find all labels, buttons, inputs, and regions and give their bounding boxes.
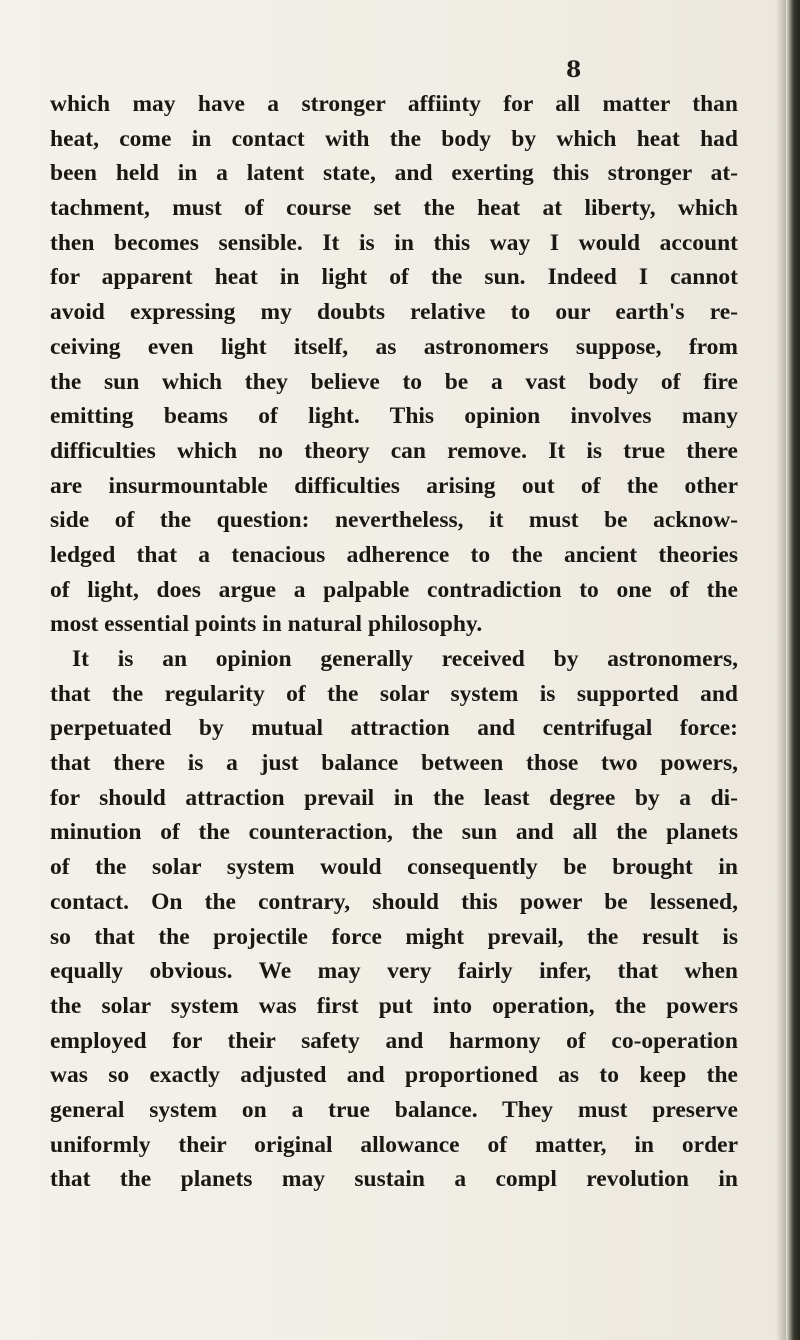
paragraph-start-line: It is an opinion generally received by astronomers, — [72, 646, 738, 672]
book-spine-edge — [786, 0, 800, 1340]
text-line: that there is a just balance between those two powers, — [50, 750, 738, 777]
text-line: the sun which they believe to be a vast body of fire — [50, 368, 738, 395]
text-line: tachment, must of course set the heat at liberty, which — [50, 195, 738, 222]
text-line: been held in a latent state, and exerting this stronger at- — [50, 160, 738, 187]
text-line: for should attraction prevail in the least degree by a di- — [50, 784, 738, 811]
text-line: general system on a true balance. They must preserve — [50, 1096, 738, 1123]
paragraph-end-line: most essential points in natural philosophy. — [50, 611, 483, 638]
text-line: that the regularity of the solar system is supported and — [50, 680, 738, 707]
text-line: heat, come in contact with the body by which heat had — [50, 125, 738, 152]
text-line: employed for their safety and harmony of co-operation — [50, 1027, 738, 1054]
body-text — [50, 87, 738, 1197]
text-line: side of the question: nevertheless, it must be acknow- — [50, 507, 738, 534]
text-line: was so exactly adjusted and proportioned as to keep the — [50, 1062, 738, 1089]
text-line: equally obvious. We may very fairly infer, that when — [50, 958, 738, 985]
text-line: of the solar system would consequently be brought in — [50, 854, 738, 881]
text-line: so that the projectile force might prevail, the result is — [50, 923, 738, 950]
text-line: ledged that a tenacious adherence to the ancient theories — [50, 541, 738, 568]
text-line: then becomes sensible. It is in this way I would account — [50, 229, 738, 256]
text-line: emitting beams of light. This opinion involves many — [50, 403, 738, 430]
text-line: uniformly their original allowance of matter, in order — [50, 1131, 738, 1158]
page-number: 8 — [566, 57, 582, 83]
text-line: perpetuated by mutual attraction and centrifugal force: — [50, 715, 738, 742]
text-line: ceiving even light itself, as astronomers suppose, from — [50, 333, 738, 360]
text-line: the solar system was first put into operation, the powers — [50, 992, 738, 1019]
page-shadow — [776, 0, 786, 1340]
text-line: minution of the counteraction, the sun and all the planets — [50, 819, 738, 846]
text-line: avoid expressing my doubts relative to our earth's re- — [50, 299, 738, 326]
text-line: difficulties which no theory can remove. It is true there — [50, 437, 738, 464]
text-line: are insurmountable difficulties arising out of the other — [50, 472, 738, 499]
text-line: for apparent heat in light of the sun. Indeed I cannot — [50, 264, 738, 291]
text-line: of light, does argue a palpable contradiction to one of the — [50, 576, 738, 603]
text-line: contact. On the contrary, should this power be lessened, — [50, 888, 738, 915]
text-line: that the planets may sustain a compl revolution in — [50, 1166, 738, 1193]
text-line: which may have a stronger affiinty for all matter than — [50, 91, 738, 117]
